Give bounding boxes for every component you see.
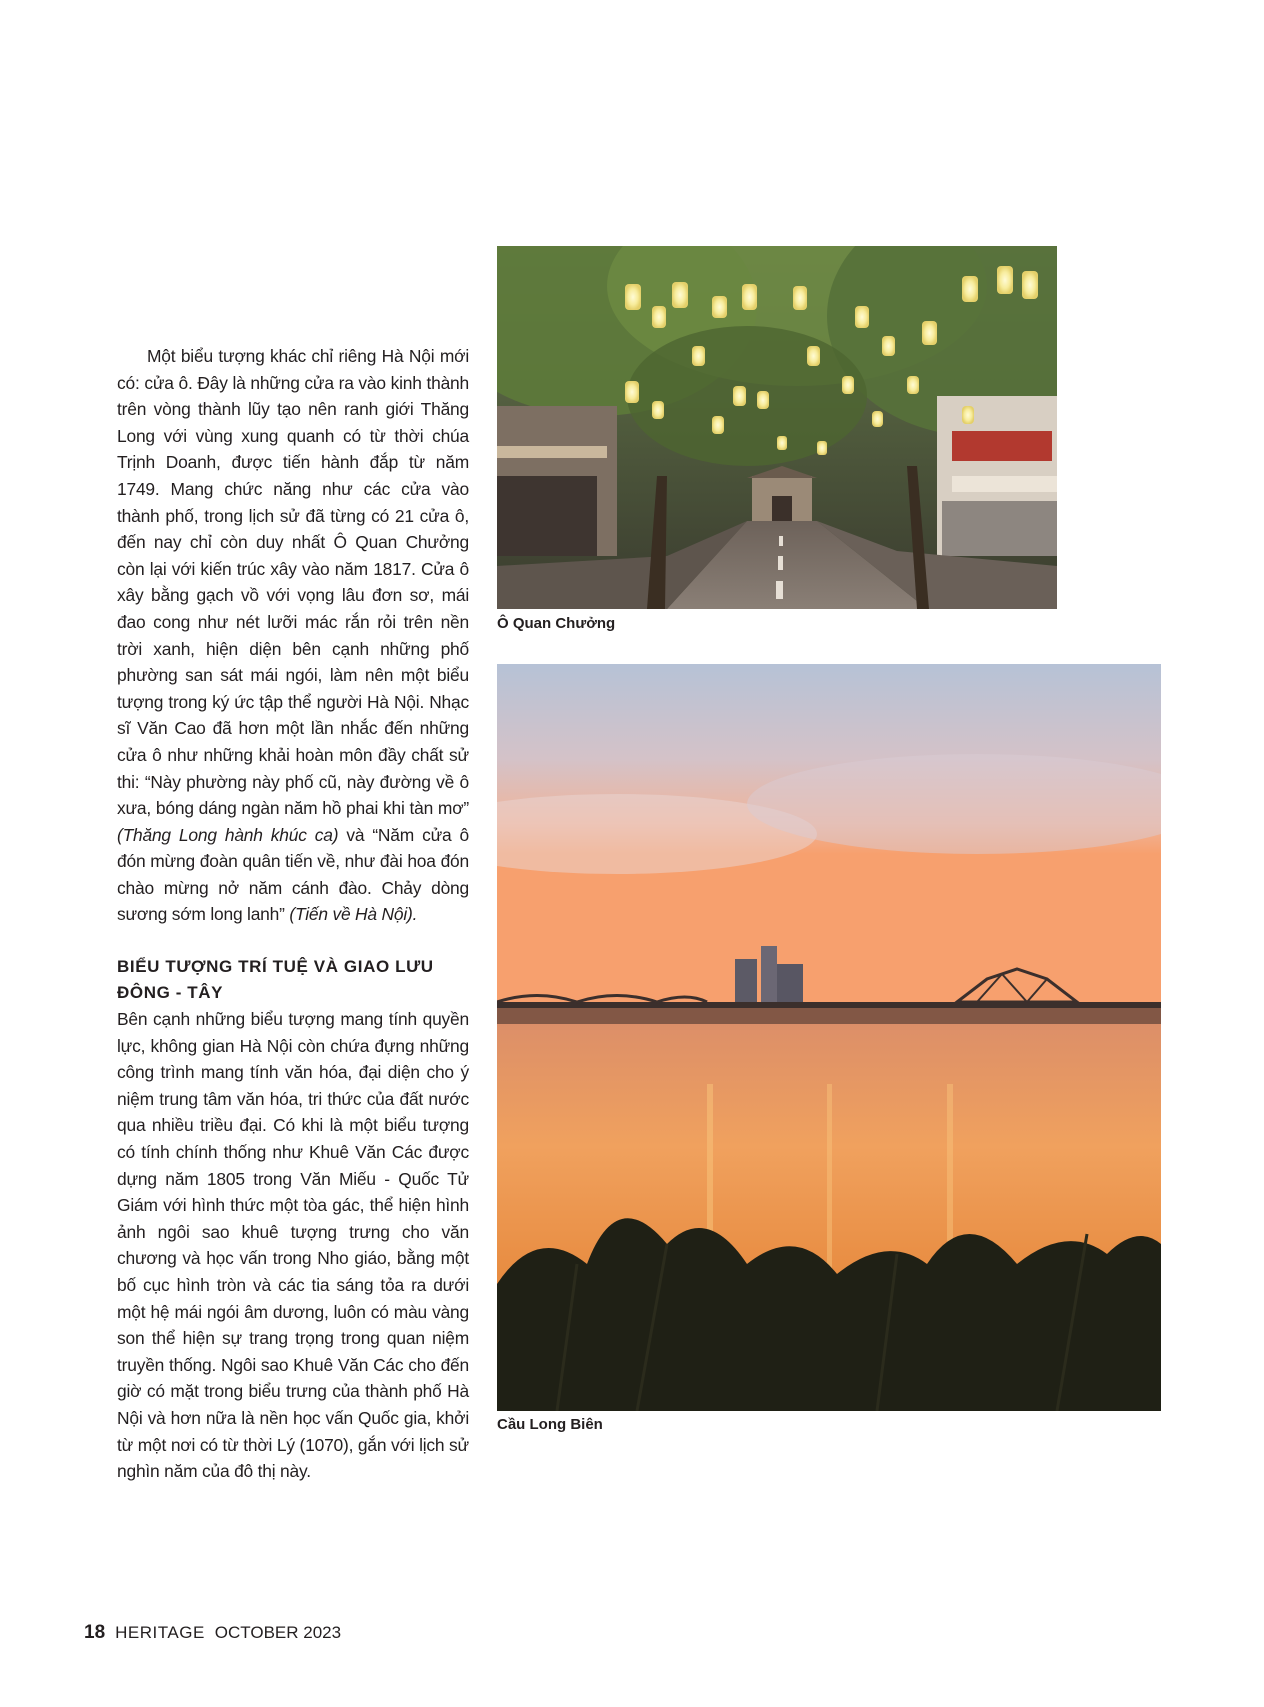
magazine-issue: OCTOBER 2023 <box>214 1623 342 1642</box>
article-paragraph-khue-van-cac: Bên cạnh những biểu tượng mang tính quyền lực, không gian Hà Nội còn chứa đựng những công trình mang tính văn hóa, đại diện cho ý niệm trung tâm văn hóa, tri thức của đất nước qua nhiều triều đại. Có khi là một biểu tượng có tính chính thống như Khuê Văn Các được dựng năm 1805 trong Văn Miếu - Quốc Tử Giám với hình thức một tòa gác, thể hiện hình ảnh ngôi sao khuê tượng trưng cho văn chương và học vấn trong Nho giáo, bằng một bố cục hình tròn và các tia sáng tỏa ra dưới một hệ mái ngói âm dương, luôn có màu vàng son thể hiện sự trang trọng trong quan niệm truyền thống. Ngôi sao Khuê Văn Các cho đến giờ có mặt trong biểu trưng của thành phố Hà Nội và hơn nữa là nền học vấn Quốc gia, khởi từ một nơi có từ thời Lý (1070), gắn với lịch sử nghìn năm của đô thị này. <box>117 1009 469 1482</box>
magazine-name: HERITAGE <box>115 1623 205 1642</box>
article-text-column <box>117 343 469 1485</box>
paragraph-text: Một biểu tượng khác chỉ riêng Hà Nội mới có: cửa ô. Đây là những cửa ra vào kinh thành trên vòng thành lũy tạo nên ranh giới Thăng Long với vùng xung quanh có từ thời chúa Trịnh Doanh, được tiến hành đắp từ năm 1749. Mang chức năng như các cửa vào thành phố, trong lịch sử đã từng có 21 cửa ô, đến nay chỉ còn duy nhất Ô Quan Chưởng còn lại với kiến trúc xây vào năm 1817. Cửa ô xây bằng gạch vồ với vọng lâu đơn sơ, mái đao cong như nét lưỡi mác rắn rỏi trên nền trời xanh, hiện diện bên cạnh những phố phường san sát mái ngói, làm nên một biểu tượng trong ký ức tập thể người Hà Nội. Nhạc sĩ Văn Cao đã hơn một lần nhắc đến những cửa ô như những khải hoàn môn đầy chất sử thi: “Này phường này phố cũ, này đường về ô xưa, bóng dáng ngàn năm hồ phai khi tàn mơ” <box>117 346 469 819</box>
photo-caption-o-quan-chuong: Ô Quan Chưởng <box>497 615 616 632</box>
sunset-bridge-illustration <box>497 664 1161 1411</box>
photo-o-quan-chuong <box>497 246 1057 609</box>
street-lanterns-illustration <box>497 246 1057 609</box>
paragraph-text: và “Năm cửa ô đón mừng đoàn quân tiến về, như đài hoa đón chào mừng nở năm cánh đào. Chảy dòng sương sớm long lanh” <box>117 824 469 925</box>
song-title-tien-ve-ha-noi: (Tiến về Hà Nội). <box>289 904 418 925</box>
photo-caption-cau-long-bien: Cầu Long Biên <box>497 1416 603 1433</box>
section-heading: BIỂU TƯỢNG TRÍ TUỆ VÀ GIAO LƯU ĐÔNG - TÂY <box>117 957 434 1003</box>
page-number: 18 <box>84 1622 106 1643</box>
page-footer <box>84 1622 341 1644</box>
photo-cau-long-bien <box>497 664 1161 1411</box>
article-paragraph-cua-o <box>117 343 469 928</box>
song-title-thang-long: (Thăng Long hành khúc ca) <box>117 824 339 845</box>
